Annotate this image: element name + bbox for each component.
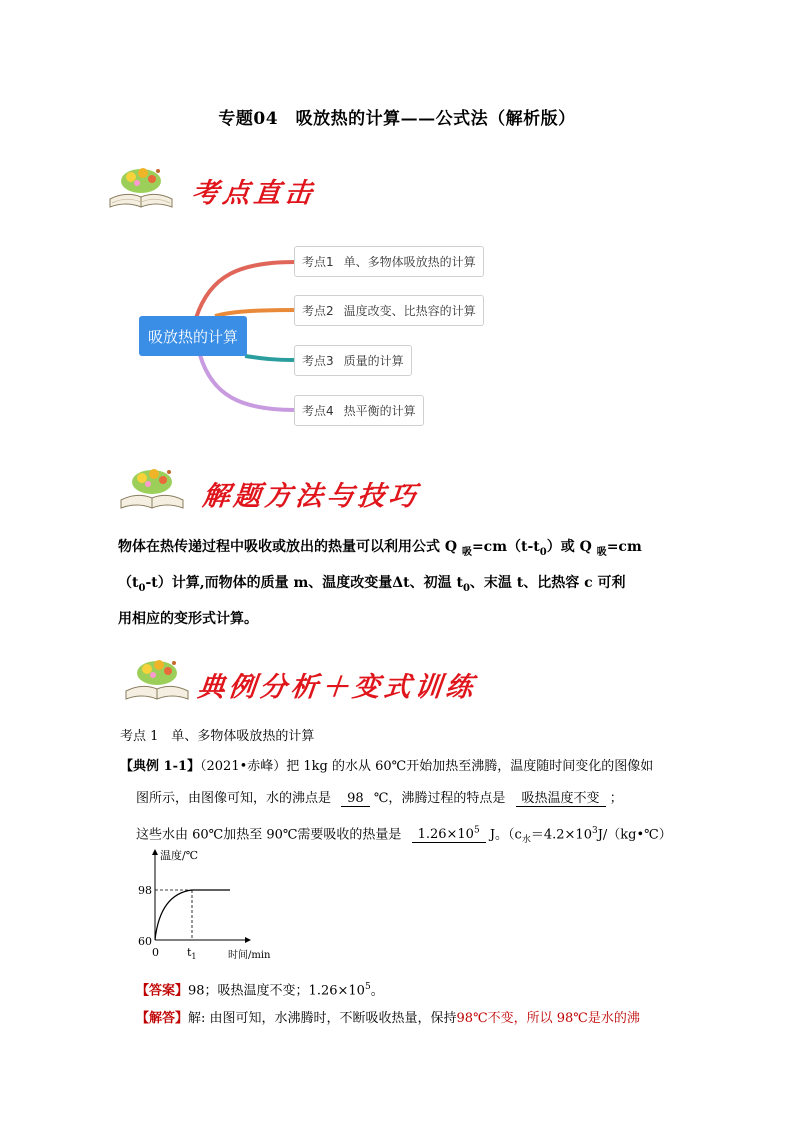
- mindmap-node-2: [294, 295, 484, 326]
- banner-example: [122, 657, 479, 711]
- node-number: 考点3: [302, 354, 334, 368]
- node-label: 热平衡的计算: [343, 404, 416, 418]
- node-number: 考点4: [302, 404, 334, 418]
- example-line-2: 图所示，由图像可知，水的沸点是 98 ℃，沸腾过程的特点是 吸热温度不变 ；: [136, 791, 623, 806]
- mindmap-node-3: [294, 345, 412, 376]
- method-line-2: $(t_0-t)$计算,而物体的质量 m、温度改变量Δt、初温 $t_0$、末温 t、比热容 c 可利: [118, 574, 626, 594]
- connector-4: [200, 355, 295, 410]
- page-title: 专题04 吸放热的计算——公式法（解析版）: [218, 109, 576, 129]
- mindmap-node-4: [294, 395, 424, 426]
- connector-3: [245, 356, 295, 360]
- open-book-flowers-icon: [117, 466, 187, 516]
- x-axis-label: 时间/min: [228, 950, 271, 961]
- banner-title: 解题方法与技巧: [201, 481, 422, 512]
- x-tick-0: 0: [152, 946, 159, 959]
- node-label: 质量的计算: [343, 354, 404, 368]
- method-line-3: 用相应的变形式计算。: [118, 610, 258, 627]
- banner-method: [117, 466, 422, 520]
- mindmap-root: 吸放热的计算: [139, 316, 247, 356]
- answer-line: 【答案】98；吸热温度不变；$1.26\times 10^5$。: [136, 982, 384, 999]
- x-tick-t1: $t_1$: [187, 946, 197, 961]
- method-paragraph: [118, 532, 688, 635]
- node-label: 单、多物体吸放热的计算: [343, 255, 476, 269]
- answer-blank-2: 吸热温度不变: [516, 791, 606, 807]
- mindmap-node-1: [294, 246, 484, 277]
- solution-line: 【解答】解: 由图可知，水沸腾时，不断吸收热量，保持98℃不变，所以 98℃是水的沸: [136, 1011, 640, 1026]
- node-number: 考点2: [302, 304, 334, 318]
- answer-blank-1: 98: [341, 791, 370, 807]
- section-heading: 考点 1 单、多物体吸放热的计算: [120, 729, 315, 744]
- banner-title: 典例分析＋变式训练: [196, 672, 479, 703]
- answer-blank-3: $1.26\times 10^5$: [412, 827, 486, 843]
- y-tick-98: 98: [138, 884, 152, 897]
- temperature-curve: [155, 890, 230, 940]
- banner-title: 考点直击: [190, 178, 318, 209]
- node-label: 温度改变、比热容的计算: [343, 304, 476, 318]
- node-number: 考点1: [302, 255, 334, 269]
- method-line-1: 物体在热传递过程中吸收或放出的热量可以利用公式 Q $_吸=cm(t-t_0)$或 Q $_吸$=cm: [118, 539, 642, 558]
- temperature-time-chart: [130, 842, 290, 972]
- open-book-flowers-icon: [122, 657, 192, 707]
- mindmap: [0, 0, 794, 440]
- example-line-3: 这些水由 60℃加热至 90℃需要吸收的热量是 $1.26\times 10^5$ J。（$c_水=4.2\times 10^3J/(kg•℃)$: [136, 826, 672, 845]
- example-line-1: 【典例 1-1】（2021•赤峰）把 1kg 的水从 60℃开始加热至沸腾，温度随时间变化的图像如: [120, 759, 654, 774]
- y-tick-60: 60: [138, 935, 152, 948]
- y-axis-label: 温度/℃: [160, 849, 199, 862]
